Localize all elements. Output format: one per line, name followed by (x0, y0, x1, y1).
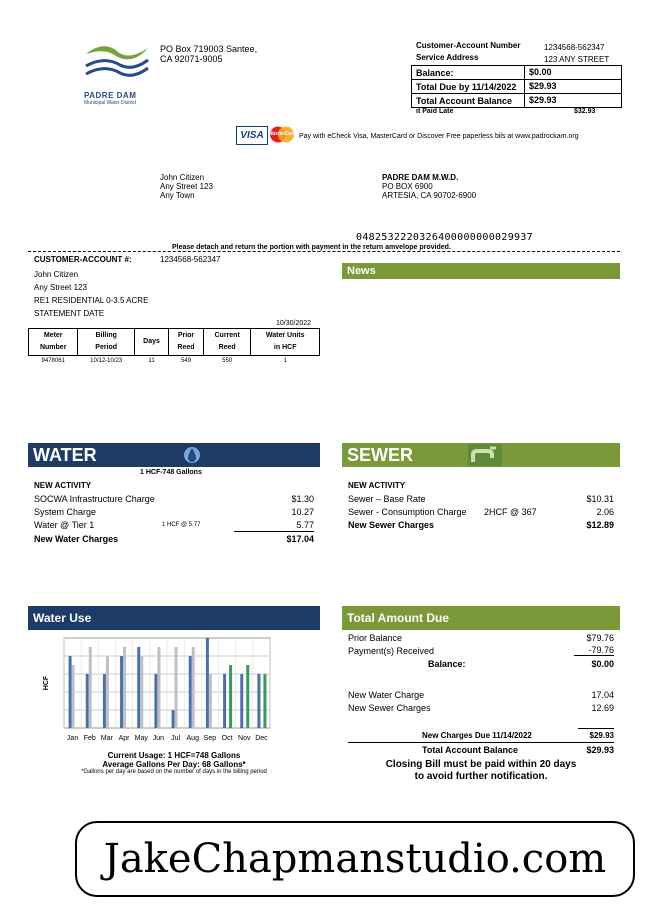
statement-date: 10/30/2022 (276, 320, 312, 327)
mastercard-label: MasterCard (268, 131, 296, 137)
chart-x-tick-label: Jul (171, 735, 181, 742)
sewer-charge-row: New Sewer Charges 12.69 (348, 702, 614, 713)
water-use-footer: Current Usage: 1 HCF=748 Gallons Average Gallons Per Day: 68 Gallons* (102, 751, 246, 769)
chart-bar (123, 647, 126, 728)
chart-bar (240, 674, 243, 728)
sewer-header: SEWER (342, 443, 620, 467)
watermark-banner (75, 821, 635, 897)
meter-header: Current Reed (203, 329, 251, 356)
chart-bar (263, 674, 266, 728)
address-line: PO Box 719003 Santee, (160, 44, 258, 54)
chart-bar (140, 656, 143, 728)
company-logo (84, 42, 150, 106)
customer-account-label: Customer-Account Number (416, 41, 521, 50)
chart-y-axis-label: HCF (43, 675, 50, 691)
chart-bar (72, 665, 75, 728)
closing-note: Closing Bill must be paid within 20 days to avoid further notification. (385, 759, 577, 782)
water-use-header: Water Use (28, 606, 320, 630)
scanline: 0482532220326400000000029937 (356, 232, 533, 243)
new-charges-due-row: New Charges Due 11/14/2022 $29.93 (422, 731, 614, 740)
chart-bar (175, 647, 178, 728)
customer-account-number-label: CUSTOMER-ACCOUNT #: (34, 255, 132, 264)
paid-late-label: it Paid Late (416, 108, 454, 115)
chart-bar (172, 710, 175, 728)
chart-bar (206, 638, 209, 728)
total-due-row: Total Due by 11/14/2022 $29.93 (412, 80, 621, 94)
watermark-text: JakeChapmanstudio.com (103, 836, 607, 882)
chart-bar (189, 656, 192, 728)
chart-bar (209, 674, 212, 728)
chart-x-tick-label: Aug (186, 735, 199, 742)
chart-x-tick-label: Oct (221, 735, 233, 742)
account-balance-row: Total Account Balance $29.93 (348, 742, 614, 756)
chart-bar (246, 665, 249, 728)
chart-bar (154, 674, 157, 728)
prior-balance-row: Prior Balance $79.76 (348, 632, 614, 643)
payment-note: Pay with eCheck Visa, MasterCard or Discover Free paperless bils at www.padrockam.org (299, 133, 579, 140)
news-header: News (342, 263, 620, 279)
water-charge-row: System Charge 10.27 (34, 506, 314, 517)
chart-x-tick-label: Dec (255, 735, 268, 742)
chart-bar (229, 665, 232, 728)
balance-row: Balance: $0.00 (428, 658, 614, 669)
company-address (160, 44, 257, 64)
logo-name: PADRE DAM (84, 91, 137, 100)
payment-row: Payment(s) Received -79.76 (348, 645, 614, 656)
usage-chart-svg (36, 632, 276, 744)
meter-header: Days (134, 329, 168, 356)
water-use-chart (36, 632, 276, 744)
chart-bar (192, 647, 195, 728)
water-charge-row: New Water Charge 17.04 (348, 689, 614, 700)
detach-line (28, 251, 620, 252)
meter-header: Billing Period (78, 329, 135, 356)
sewer-charge-row: Sewer - Consumption Charge 2HCF @ 367 2.06 (348, 506, 614, 517)
chart-x-tick-label: Nov (238, 735, 251, 742)
logo-subtitle: Municipal Water District (84, 100, 137, 106)
chart-bar (223, 674, 226, 728)
chart-x-tick-label: Mar (100, 735, 113, 742)
water-charge-row: Water @ Tier 1 1 HCF @ 5.77 5.77 (34, 519, 314, 530)
customer-account-number-value: 1234568-562347 (160, 255, 221, 264)
meter-header: Water Units in HCF (251, 329, 320, 356)
chart-bar (89, 647, 92, 728)
detach-note: Please detach and return the portion with payment in the return amvelope provided. (172, 244, 451, 251)
recipient-address: John Citizen Any Street 123 Any Town (160, 173, 213, 200)
meter-header: Meter Number (29, 329, 78, 356)
chart-bar (106, 656, 109, 728)
water-waves-icon (84, 42, 150, 86)
customer-lines: John Citizen Any Street 123 RE1 RESIDENTIAL 0-3.5 ACRE STATEMENT DATE (34, 270, 149, 318)
balance-row: Balance: $0.00 (412, 66, 621, 80)
chart-x-tick-label: Sep (203, 735, 217, 742)
water-use-footnote: *Gallons per day are based on the number of days in the billing period (81, 769, 267, 775)
total-amount-body (348, 631, 614, 756)
chart-bar (69, 656, 72, 728)
chart-x-tick-label: Apr (118, 735, 130, 742)
meter-header: Prior Reed (169, 329, 204, 356)
chart-x-tick-label: Feb (83, 735, 96, 742)
water-drop-icon (184, 445, 200, 470)
service-address-value: 123 ANY STREET (544, 55, 610, 64)
pipe-icon (468, 444, 502, 471)
address-line: CA 92071-9005 (160, 54, 223, 64)
total-account-balance-row: Total Account Balance $29.93 (412, 94, 621, 107)
mastercard-logo (268, 126, 296, 143)
chart-bar (137, 647, 140, 728)
service-address-label: Service Address (416, 53, 479, 62)
water-charges: NEW ACTIVITY SOCWA Infrastructure Charge $1.30 System Charge 10.27 Water @ Tier 1 1 HCF @ 5.77 5.77 New Water Charges $17.04 (34, 481, 314, 544)
account-summary-box (411, 65, 622, 108)
chart-bar (157, 647, 160, 728)
water-subtitle: 1 HCF-748 Gallons (140, 469, 202, 476)
water-charge-row: SOCWA Infrastructure Charge $1.30 (34, 493, 314, 504)
chart-x-tick-label: May (134, 735, 148, 742)
sewer-charge-row: Sewer – Base Rate $10.31 (348, 493, 614, 504)
chart-x-tick-label: Jun (152, 735, 165, 742)
sewer-charges: NEW ACTIVITY Sewer – Base Rate $10.31 Sewer - Consumption Charge 2HCF @ 367 2.06 New Sewer Charges $12.89 (348, 481, 614, 530)
remit-address: PADRE DAM M.W.D. PO BOX 6900 ARTESIA, CA 90702-6900 (382, 173, 477, 200)
chart-bar (103, 674, 106, 728)
water-total-row: New Water Charges $17.04 (34, 533, 314, 544)
paid-late-value: $32.93 (574, 108, 596, 115)
customer-account-value: 1234568-562347 (544, 43, 605, 52)
visa-logo: VISA (236, 126, 268, 145)
sewer-total-row: New Sewer Charges $12.89 (348, 519, 614, 530)
chart-x-tick-label: Jan (66, 735, 79, 742)
meter-table (28, 328, 320, 366)
chart-bar (120, 656, 123, 728)
chart-bar (86, 674, 89, 728)
total-amount-header: Total Amount Due (342, 606, 620, 630)
water-header: WATER (28, 443, 320, 467)
chart-bar (257, 674, 260, 728)
table-row: 9478061 10/12-10/23 11 549 550 1 (41, 358, 287, 364)
